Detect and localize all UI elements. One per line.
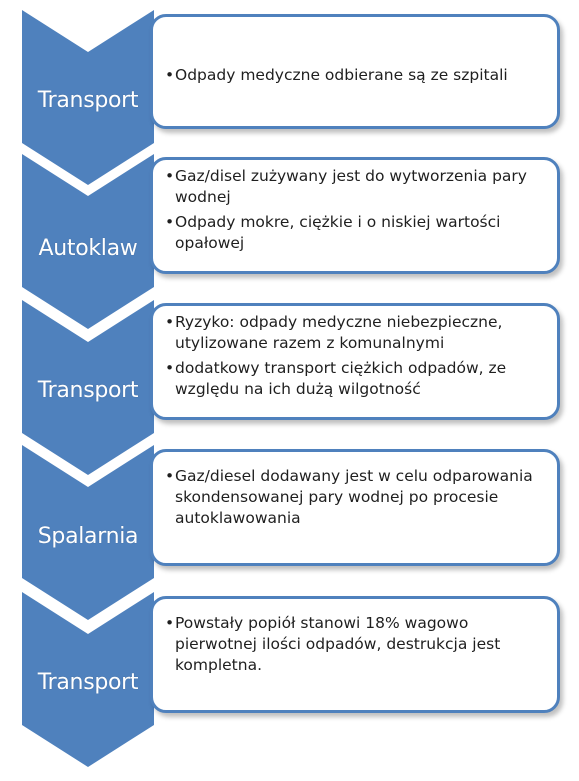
step-5-label: Transport	[37, 670, 139, 695]
step-2-bullet-1: • Gaz/disel zużywany jest do wytworzenia pary wodnej	[165, 166, 547, 208]
step-4-label: Spalarnia	[37, 524, 139, 549]
step-5-card	[150, 596, 560, 713]
step-1-card	[150, 14, 560, 129]
step-4-bullet-1: • Gaz/diesel dodawany jest w celu odparowania skondensowanej pary wodnej po procesie autoklawowania	[165, 466, 547, 529]
step-1-bullet-1: • Odpady medyczne odbierane są ze szpitali	[165, 65, 547, 86]
step-3-label: Transport	[37, 378, 139, 403]
step-5-bullet-1: • Powstały popiół stanowi 18% wagowo pierwotnej ilości odpadów, destrukcja jest kompletna.	[165, 613, 547, 676]
step-2-label: Autoklaw	[38, 236, 138, 261]
step-2-card	[150, 157, 560, 274]
step-3-bullet-2: • dodatkowy transport ciężkich odpadów, ze względu na ich dużą wilgotność	[165, 358, 547, 400]
step-2-bullet-2: • Odpady mokre, ciężkie i o niskiej wartości opałowej	[165, 212, 547, 254]
step-3-card	[150, 303, 560, 420]
step-4-card	[150, 449, 560, 566]
step-1-label: Transport	[37, 88, 139, 113]
step-3-bullet-1: • Ryzyko: odpady medyczne niebezpieczne, utylizowane razem z komunalnymi	[165, 312, 547, 354]
